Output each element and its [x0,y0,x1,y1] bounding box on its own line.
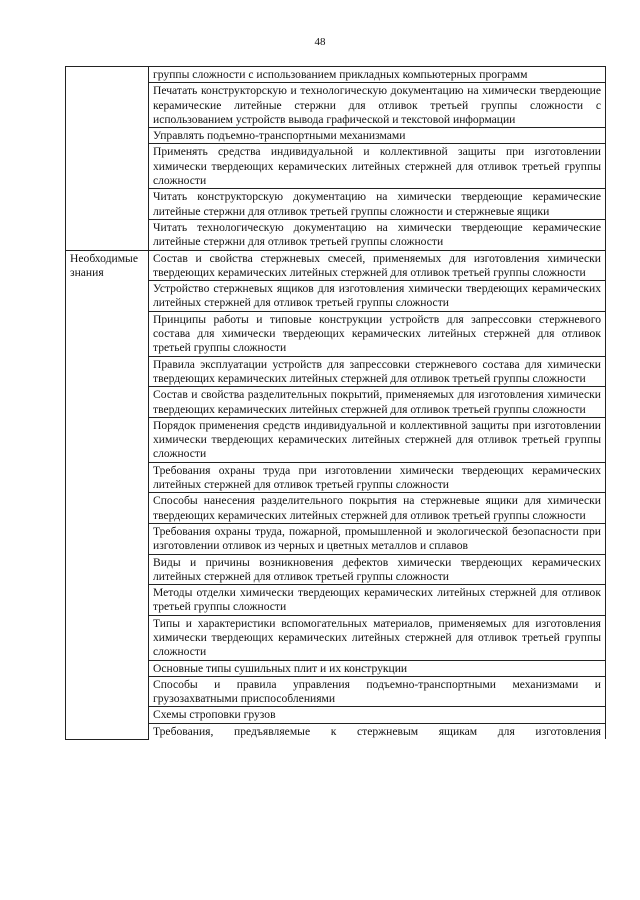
table-cell: Требования охраны труда, пожарной, промышленной и экологической безопасности при изготовлении отливок из черных и цветных металлов и сплавов [149,523,606,554]
empty-label-cell [66,67,149,251]
table-row [66,67,606,83]
table-cell: Виды и причины возникновения дефектов химически твердеющих керамических литейных стержней для отливок третьей группы сложности [149,554,606,585]
table-cell: Состав и свойства стержневых смесей, применяемых для изготовления химически твердеющих керамических литейных стержней для отливок третьей группы сложности [149,250,606,281]
table-row [66,250,606,281]
table-cell: Основные типы сушильных плит и их конструкции [149,660,606,676]
table-cell: Способы и правила управления подъемно-транспортными механизмами и грузозахватными приспособлениями [149,676,606,707]
table-cell: Состав и свойства разделительных покрытий, применяемых для изготовления химически твердеющих керамических литейных стержней для отливок третьей группы сложности [149,387,606,418]
table-cell: Методы отделки химически твердеющих керамических литейных стержней для отливок третьей группы сложности [149,585,606,616]
table-cell: Читать технологическую документацию на химически твердеющие керамические литейные стержни для отливок третьей группы сложности [149,219,606,250]
table-cell: Порядок применения средств индивидуальной и коллективной защиты при изготовлении химически твердеющих керамических литейных стержней для отливок третьей группы сложности [149,417,606,462]
table-cell: Устройство стержневых ящиков для изготовления химически твердеющих керамических литейных стержней для отливок третьей группы сложности [149,281,606,312]
table-cell: Печатать конструкторскую и технологическую документацию на химически твердеющие керамические литейные стержни для отливок третьей группы сложности с использованием устройств вывода графической и текстовой информации [149,83,606,128]
table-cell: Принципы работы и типовые конструкции устройств для запрессовки стержневого состава для химически твердеющих керамических литейных стержней для отливок третьей группы сложности [149,311,606,356]
table-cell: Требования, предъявляемые к стержневым ящикам для изготовления [149,723,606,739]
table-cell: Требования охраны труда при изготовлении химически твердеющих керамических литейных стержней для отливок третьей группы сложности [149,462,606,493]
section-label-knowledge: Необходимые знания [66,250,149,739]
table-cell: Схемы строповки грузов [149,707,606,723]
table-cell: Применять средства индивидуальной и коллективной защиты при изготовлении химически твердеющих керамических литейных стержней для отливок третьей группы сложности [149,144,606,189]
requirements-table [65,66,606,740]
table-cell: группы сложности с использованием прикладных компьютерных программ [149,67,606,83]
table-cell: Читать конструкторскую документацию на химически твердеющие керамические литейные стержни для отливок третьей группы сложности и стержневые ящики [149,189,606,220]
table-cell: Правила эксплуатации устройств для запрессовки стержневого состава для химически твердеющих керамических литейных стержней для отливок третьей группы сложности [149,356,606,387]
table-cell: Типы и характеристики вспомогательных материалов, применяемых для изготовления химически твердеющих керамических литейных стержней для отливок третьей группы сложности [149,615,606,660]
page-number: 48 [314,36,326,48]
table-cell: Управлять подъемно-транспортными механизмами [149,128,606,144]
table-cell: Способы нанесения разделительного покрытия на стержневые ящики для химически твердеющих керамических литейных стержней для отливок третьей группы сложности [149,493,606,524]
